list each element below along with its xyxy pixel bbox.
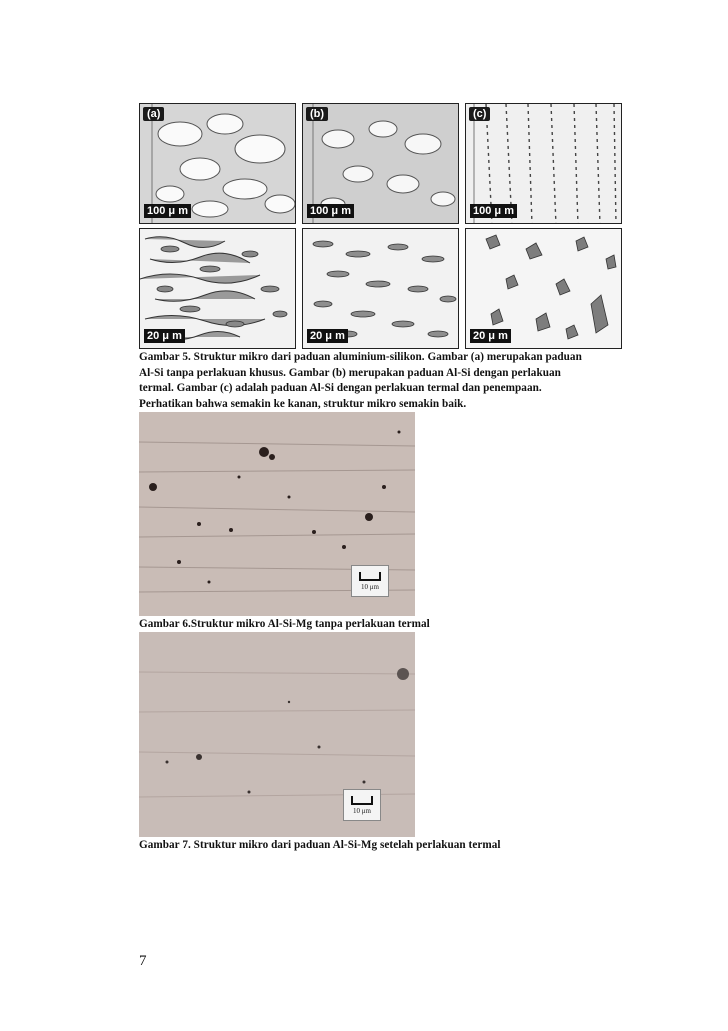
figure-6-scale-label: 10 μm: [361, 583, 379, 591]
micrograph-c-bottom: [465, 228, 622, 349]
panel-label-c: (c): [469, 107, 490, 121]
figure-5-grid: [139, 103, 622, 349]
micrograph-b-top: [302, 103, 459, 224]
panel-label-b: (b): [306, 107, 328, 121]
micrograph-c-top: [465, 103, 622, 224]
scale-label-b-top: 100 μ m: [307, 204, 354, 218]
scale-bracket-icon: [359, 572, 381, 581]
micrograph-a-bottom: [139, 228, 296, 349]
figure-5-caption-line: Perhatikan bahwa semakin ke kanan, struktur mikro semakin baik.: [139, 398, 467, 411]
scale-label-b-bottom: 20 μ m: [307, 329, 348, 343]
figure-6-caption: Gambar 6.Struktur mikro Al-Si-Mg tanpa perlakuan termal: [139, 618, 430, 630]
figure-7-scale-bar: [343, 789, 381, 821]
panel-label-a: (a): [143, 107, 164, 121]
micrograph-a-top: [139, 103, 296, 224]
page-number: 7: [139, 953, 147, 969]
scale-label-c-bottom: 20 μ m: [470, 329, 511, 343]
figure-7-caption: Gambar 7. Struktur mikro dari paduan Al-Si-Mg setelah perlakuan termal: [139, 839, 501, 851]
figure-7-micrograph: [139, 632, 415, 837]
figure-5-caption: [139, 350, 639, 413]
figure-5-caption-line: termal. Gambar (c) adalah paduan Al-Si dengan perlakuan termal dan penempaan.: [139, 382, 542, 395]
micrograph-b-bottom: [302, 228, 459, 349]
figure-5-caption-line: Al-Si tanpa perlakuan khusus. Gambar (b) merupakan paduan Al-Si dengan perlakuan: [139, 366, 561, 379]
figure-6-micrograph: [139, 412, 415, 616]
scale-label-a-top: 100 μ m: [144, 204, 191, 218]
scale-label-a-bottom: 20 μ m: [144, 329, 185, 343]
figure-5-caption-line: Gambar 5. Struktur mikro dari paduan aluminium-silikon. Gambar (a) merupakan paduan: [139, 351, 582, 363]
figure-7-scale-label: 10 μm: [353, 807, 371, 815]
figure-6-scale-bar: [351, 565, 389, 597]
scale-label-c-top: 100 μ m: [470, 204, 517, 218]
scale-bracket-icon: [351, 796, 373, 805]
